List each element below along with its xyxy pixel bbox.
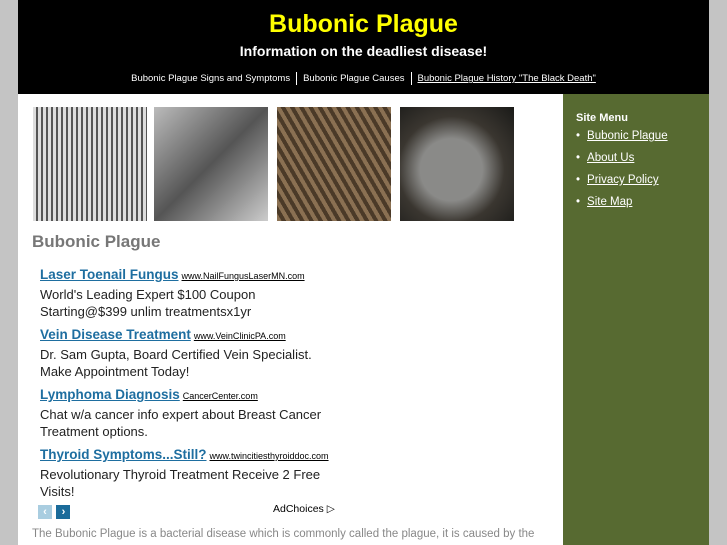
skeletons-image xyxy=(277,107,391,221)
ad-next-button[interactable]: › xyxy=(56,505,70,519)
ad-item xyxy=(40,446,340,500)
main-content xyxy=(18,94,563,545)
ad-description: Revolutionary Thyroid Treatment Receive 2 Free Visits! xyxy=(40,467,321,499)
sidebar-item-site-map[interactable]: Site Map xyxy=(587,196,633,208)
plague-doctor-image xyxy=(33,107,147,221)
site-title: Bubonic Plague xyxy=(269,10,458,38)
ad-item xyxy=(40,326,340,380)
sidebar xyxy=(563,94,709,545)
adchoices-link[interactable] xyxy=(273,503,335,515)
ad-description: Dr. Sam Gupta, Board Certified Vein Specialist. Make Appointment Today! xyxy=(40,347,312,379)
sidebar-item-privacy-policy[interactable]: Privacy Policy xyxy=(587,174,659,186)
ad-item xyxy=(40,386,340,440)
ad-title[interactable]: Thyroid Symptoms...Still? xyxy=(40,447,207,462)
intro-text: The Bubonic Plague is a bacterial disease which is commonly called the plague, it is caused by the xyxy=(32,528,535,540)
ad-description: Chat w/a cancer info expert about Breast Cancer Treatment options. xyxy=(40,407,322,439)
ad-url[interactable]: CancerCenter.com xyxy=(182,391,258,401)
nav-causes[interactable]: Bubonic Plague Causes xyxy=(303,73,405,85)
rat-image xyxy=(400,107,514,221)
ad-url[interactable]: www.twincitiesthyroiddoc.com xyxy=(209,451,329,461)
ad-url[interactable]: www.VeinClinicPA.com xyxy=(193,331,286,341)
sidebar-item-about-us[interactable]: About Us xyxy=(587,152,635,164)
ad-prev-button[interactable]: ‹ xyxy=(38,505,52,519)
sidebar-title: Site Menu xyxy=(576,112,628,124)
adchoices-label: AdChoices xyxy=(273,503,324,515)
nav-symptoms[interactable]: Bubonic Plague Signs and Symptoms xyxy=(131,73,291,85)
ad-block xyxy=(40,266,340,506)
adchoices-icon: ▷ xyxy=(326,503,335,515)
header xyxy=(18,0,709,94)
nav-history[interactable]: Bubonic Plague History "The Black Death" xyxy=(417,73,596,85)
ad-title[interactable]: Laser Toenail Fungus xyxy=(40,267,179,282)
ad-item xyxy=(40,266,340,320)
page-heading: Bubonic Plague xyxy=(32,232,161,251)
ad-title[interactable]: Lymphoma Diagnosis xyxy=(40,387,180,402)
ad-url[interactable]: www.NailFungusLaserMN.com xyxy=(181,271,305,281)
ad-title[interactable]: Vein Disease Treatment xyxy=(40,327,191,342)
ad-pager xyxy=(38,502,70,520)
plague-victims-image xyxy=(154,107,268,221)
sidebar-item-bubonic-plague[interactable]: Bubonic Plague xyxy=(587,130,668,142)
ad-description: World's Leading Expert $100 Coupon Starting@$399 unlim treatmentsx1yr xyxy=(40,287,256,319)
tagline: Information on the deadliest disease! xyxy=(239,43,488,59)
top-nav xyxy=(18,72,709,85)
